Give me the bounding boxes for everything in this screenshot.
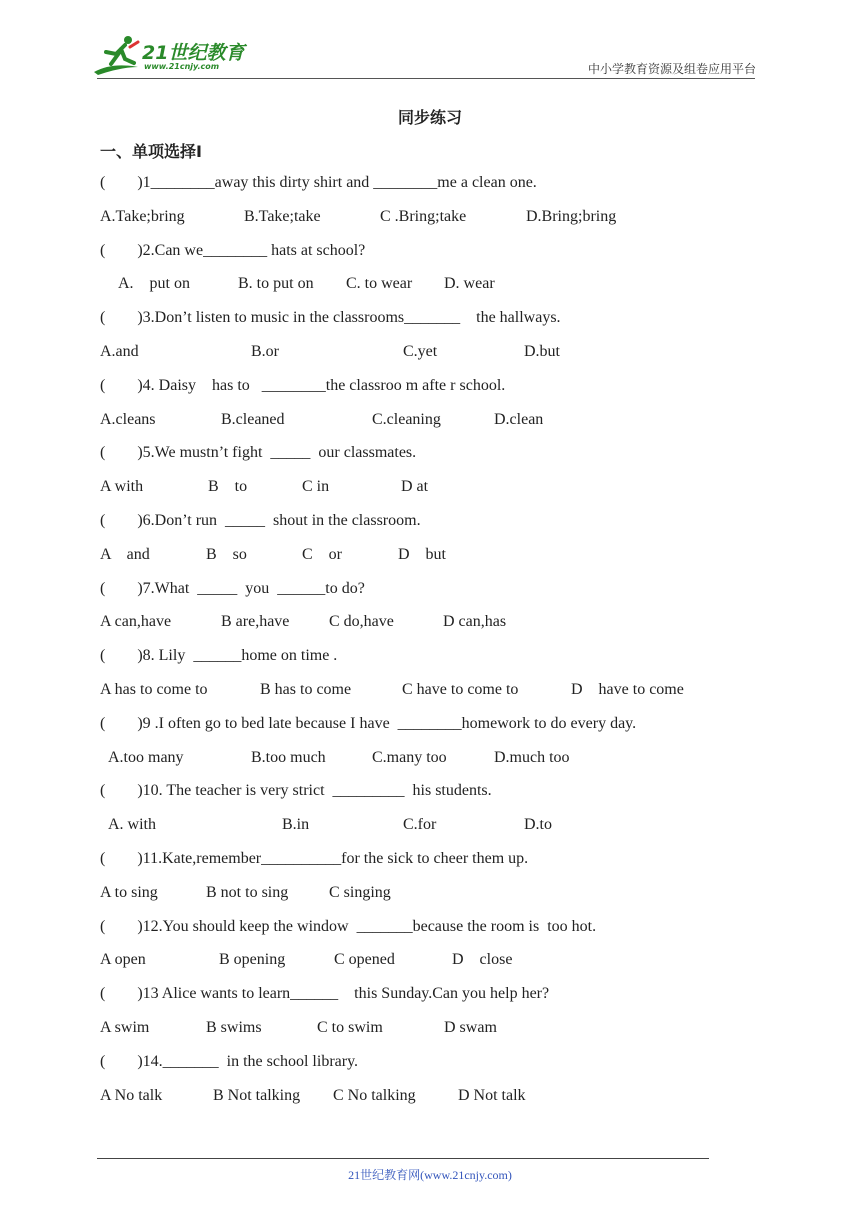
- answer-option[interactable]: B.cleaned: [221, 410, 285, 428]
- answer-option[interactable]: B has to come: [260, 681, 352, 698]
- answer-option[interactable]: B are,have: [221, 613, 290, 631]
- answer-option[interactable]: D.much too: [494, 748, 570, 766]
- question-stem: ( )11.Kate,remember__________for the sick to cheer them up.: [100, 850, 529, 867]
- question-stem: ( )2.Can we________ hats at school?: [100, 241, 366, 259]
- answer-option[interactable]: A.too many: [108, 748, 184, 766]
- answer-option[interactable]: D.clean: [494, 410, 544, 428]
- answer-option[interactable]: D Not talk: [458, 1086, 526, 1104]
- answer-option[interactable]: A. put on: [118, 275, 190, 293]
- answer-option[interactable]: C in: [302, 478, 330, 496]
- answer-option[interactable]: B swims: [206, 1019, 262, 1036]
- answer-option[interactable]: A has to come to: [100, 681, 208, 698]
- footer-link[interactable]: 21世纪教育网(www.21cnjy.com): [348, 1168, 512, 1182]
- answer-option[interactable]: C to swim: [317, 1019, 383, 1036]
- question-stem: ( )7.What _____ you ______to do?: [100, 579, 365, 597]
- footer-divider: [97, 1158, 709, 1159]
- answer-option[interactable]: A No talk: [100, 1086, 163, 1104]
- answer-option[interactable]: C have to come to: [402, 681, 519, 698]
- answer-option[interactable]: A.cleans: [100, 410, 156, 428]
- answer-option[interactable]: A with: [100, 478, 144, 496]
- answer-option[interactable]: B.or: [251, 343, 279, 360]
- answer-option[interactable]: B.in: [282, 816, 310, 834]
- question-stem: ( )5.We mustn’t fight _____ our classmates.: [100, 444, 417, 462]
- answer-option[interactable]: A.and: [100, 343, 139, 360]
- answer-option[interactable]: C. to wear: [346, 275, 413, 293]
- header-divider: [97, 78, 755, 79]
- question-stem: ( )6.Don’t run _____ shout in the classroom.: [100, 512, 421, 529]
- page-title: 同步练习: [397, 108, 462, 127]
- answer-option[interactable]: C singing: [329, 883, 391, 901]
- answer-option[interactable]: A to sing: [100, 883, 158, 901]
- answer-option[interactable]: C opened: [334, 951, 395, 969]
- question-stem: ( )12.You should keep the window _______because the room is too hot.: [100, 917, 597, 935]
- answer-option[interactable]: A and: [100, 545, 150, 563]
- answer-option[interactable]: D. wear: [444, 275, 495, 293]
- question-stem: ( )8. Lily ______home on time .: [100, 647, 338, 665]
- question-stem: ( )13 Alice wants to learn______ this Sunday.Can you help her?: [100, 985, 550, 1003]
- answer-option[interactable]: B not to sing: [206, 883, 289, 901]
- answer-option[interactable]: B.Take;take: [244, 207, 321, 225]
- answer-option[interactable]: B. to put on: [238, 275, 314, 293]
- question-stem: ( )9 .I often go to bed late because I have ________homework to do every day.: [100, 714, 637, 732]
- answer-option[interactable]: D.to: [524, 816, 552, 834]
- answer-option[interactable]: C.cleaning: [372, 410, 441, 428]
- answer-option[interactable]: A. with: [108, 816, 156, 834]
- answer-option[interactable]: A.Take;bring: [100, 207, 185, 225]
- answer-option[interactable]: D have to come: [571, 681, 684, 698]
- question-stem: ( )10. The teacher is very strict _________ his students.: [100, 782, 492, 800]
- question-stem: ( )4. Daisy has to ________the classroo m afte r school.: [100, 376, 506, 394]
- question-stem: ( )3.Don’t listen to music in the classrooms_______ the hallways.: [100, 309, 561, 327]
- answer-option[interactable]: A can,have: [100, 613, 172, 631]
- answer-option[interactable]: A swim: [100, 1019, 150, 1036]
- answer-option[interactable]: B so: [206, 545, 247, 563]
- answer-option[interactable]: A open: [100, 951, 146, 969]
- page-header: [0, 0, 860, 90]
- answer-option[interactable]: C.many too: [372, 748, 447, 766]
- answer-option[interactable]: C .Bring;take: [380, 207, 467, 225]
- answer-option[interactable]: D but: [398, 545, 446, 563]
- answer-option[interactable]: D can,has: [443, 613, 507, 631]
- site-tagline: 中小学教育资源及组卷应用平台: [587, 62, 756, 76]
- site-logo[interactable]: [92, 34, 262, 78]
- answer-option[interactable]: D.Bring;bring: [526, 207, 617, 225]
- answer-option[interactable]: D swam: [444, 1019, 497, 1036]
- answer-option[interactable]: C.for: [403, 816, 437, 834]
- question-stem: ( )14._______ in the school library.: [100, 1052, 359, 1070]
- answer-option[interactable]: C or: [302, 545, 342, 563]
- answer-option[interactable]: C.yet: [403, 343, 438, 360]
- answer-option[interactable]: B opening: [219, 951, 286, 969]
- answer-option[interactable]: B to: [208, 478, 248, 496]
- logo-text: 21世纪教育: [142, 42, 245, 64]
- answer-option[interactable]: D at: [401, 478, 429, 496]
- logo-url: www.21cnjy.com: [144, 62, 220, 71]
- answer-option[interactable]: B.too much: [251, 748, 326, 766]
- answer-option[interactable]: D.but: [524, 343, 560, 360]
- answer-option[interactable]: B Not talking: [213, 1086, 301, 1104]
- section-title: 一、单项选择Ⅰ: [100, 142, 202, 161]
- answer-option[interactable]: D close: [452, 951, 513, 969]
- question-stem: ( )1________away this dirty shirt and ________me a clean one.: [100, 174, 537, 191]
- answer-option[interactable]: C do,have: [329, 613, 394, 631]
- answer-option[interactable]: C No talking: [333, 1086, 416, 1104]
